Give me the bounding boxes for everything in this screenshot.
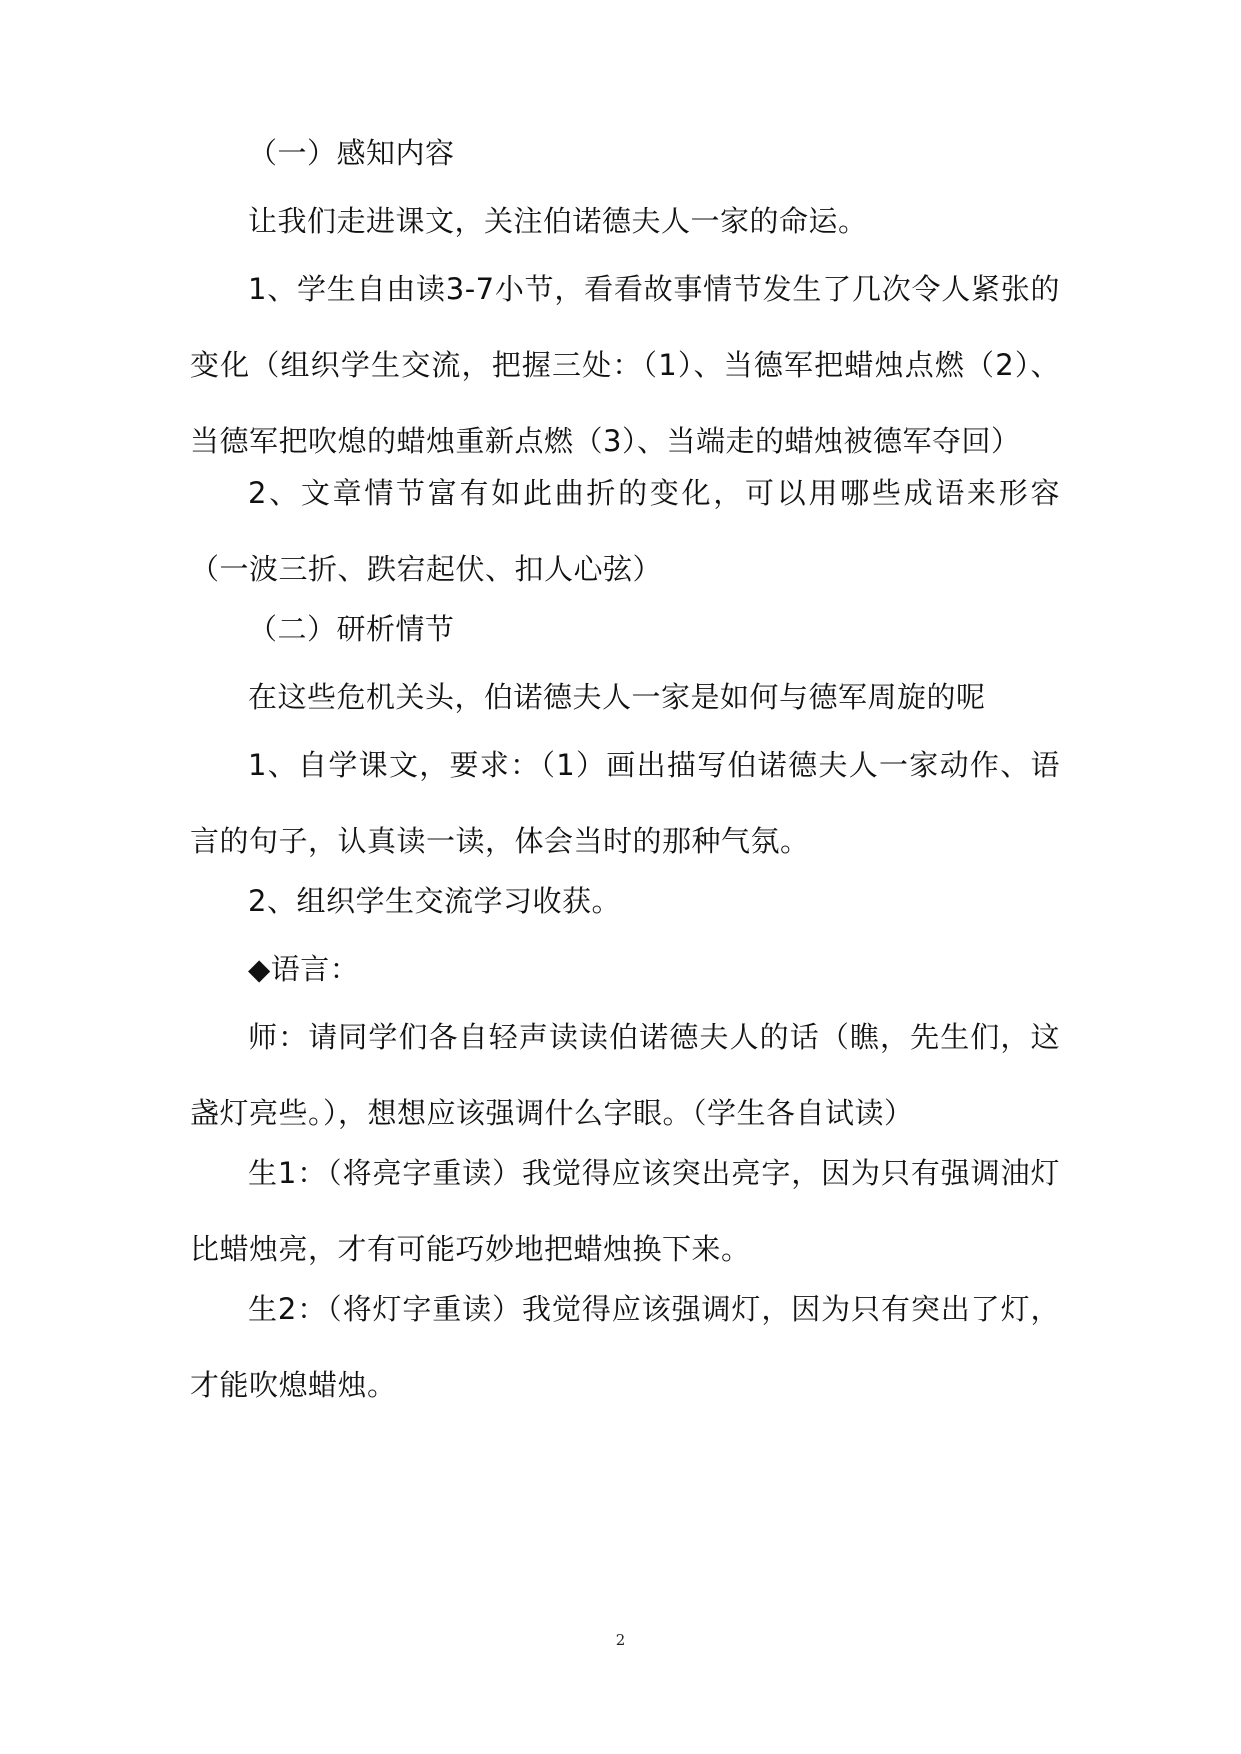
paragraph: 2、组织学生交流学习收获。 (248, 884, 621, 918)
paragraph: 生1：（将亮字重读）我觉得应该突出亮字，因为只有强调油灯比蜡烛亮，才有可能巧妙地把蜡烛换下来。 (190, 1156, 1060, 1266)
page-number: 2 (615, 1631, 626, 1649)
paragraph: 让我们走进课文，关注伯诺德夫人一家的命运。 (248, 204, 868, 238)
paragraph-language-heading: ◆语言： (248, 952, 360, 986)
section-heading-analysis: （二）研析情节 (248, 612, 455, 646)
section-heading-perception: （一）感知内容 (248, 136, 455, 170)
paragraph: 在这些危机关头，伯诺德夫人一家是如何与德军周旋的呢 (248, 680, 986, 714)
paragraph: 1、学生自由读3-7小节，看看故事情节发生了几次令人紧张的变化（组织学生交流，把握三处：（1）、当德军把蜡烛点燃（2）、当德军把吹熄的蜡烛重新点燃（3）、当端走的蜡烛被德军夺回） (190, 272, 1060, 458)
paragraph: 生2：（将灯字重读）我觉得应该强调灯，因为只有突出了灯，才能吹熄蜡烛。 (190, 1292, 1060, 1402)
paragraph: 2、文章情节富有如此曲折的变化，可以用哪些成语来形容（一波三折、跌宕起伏、扣人心弦） (190, 476, 1060, 586)
paragraph: 1、自学课文，要求：（1）画出描写伯诺德夫人一家动作、语言的句子，认真读一读，体会当时的那种气氛。 (190, 748, 1060, 858)
paragraph: 师：请同学们各自轻声读读伯诺德夫人的话（瞧，先生们，这盏灯亮些。），想想应该强调什么字眼。（学生各自试读） (190, 1020, 1060, 1130)
